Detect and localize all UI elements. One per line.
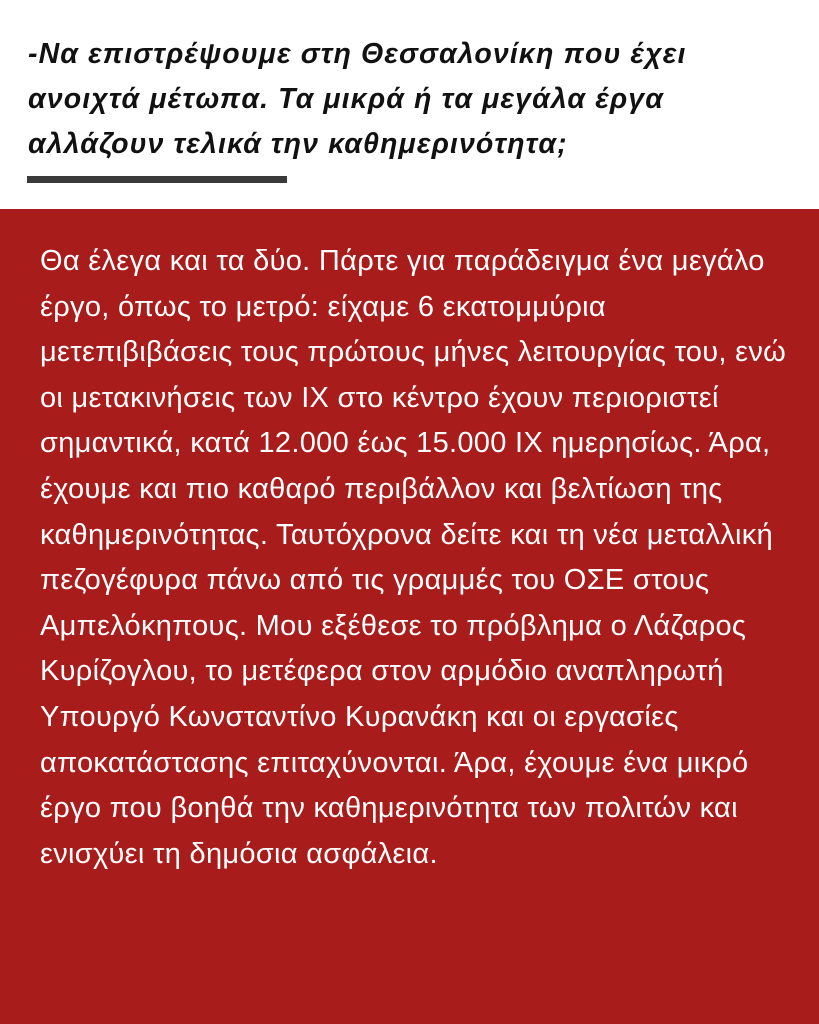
divider-bar <box>27 176 287 183</box>
interview-question: -Να επιστρέψουμε στη Θεσσαλονίκη που έχει ανοιχτά μέτωπα. Τα μικρά ή τα μεγάλα έργα αλλάζουν τελικά την καθημερινότητα; <box>28 38 687 160</box>
question-block <box>28 32 798 167</box>
answer-panel <box>0 209 819 1024</box>
interview-answer: Θα έλεγα και τα δύο. Πάρτε για παράδειγμα ένα μεγάλο έργο, όπως το μετρό: είχαμε 6 εκατομμύρια μετεπιβιβάσεις τους πρώτους μήνες λειτουργίας του, ενώ οι μετακινήσεις των ΙΧ στο κέντρο έχουν περιοριστεί σημαντικά, κατά 12.000 έως 15.000 ΙΧ ημερησίως. Άρα, έχουμε και πιο καθαρό περιβάλλον και βελτίωση της καθημερινότητας. Ταυτόχρονα δείτε και τη νέα μεταλλική πεζογέφυρα πάνω από τις γραμμές του ΟΣΕ στους Αμπελόκηπους. Μου εξέθεσε το πρόβλημα ο Λάζαρος Κυρίζογλου, το μετέφερα στον αρμόδιο αναπληρωτή Υπουργό Κωνσταντίνο Κυρανάκη και οι εργασίες αποκατάστασης επιταχύνονται. Άρα, έχουμε ένα μικρό έργο που βοηθά την καθημερινότητα των πολιτών και ενισχύει τη δημόσια ασφάλεια. <box>40 245 787 870</box>
